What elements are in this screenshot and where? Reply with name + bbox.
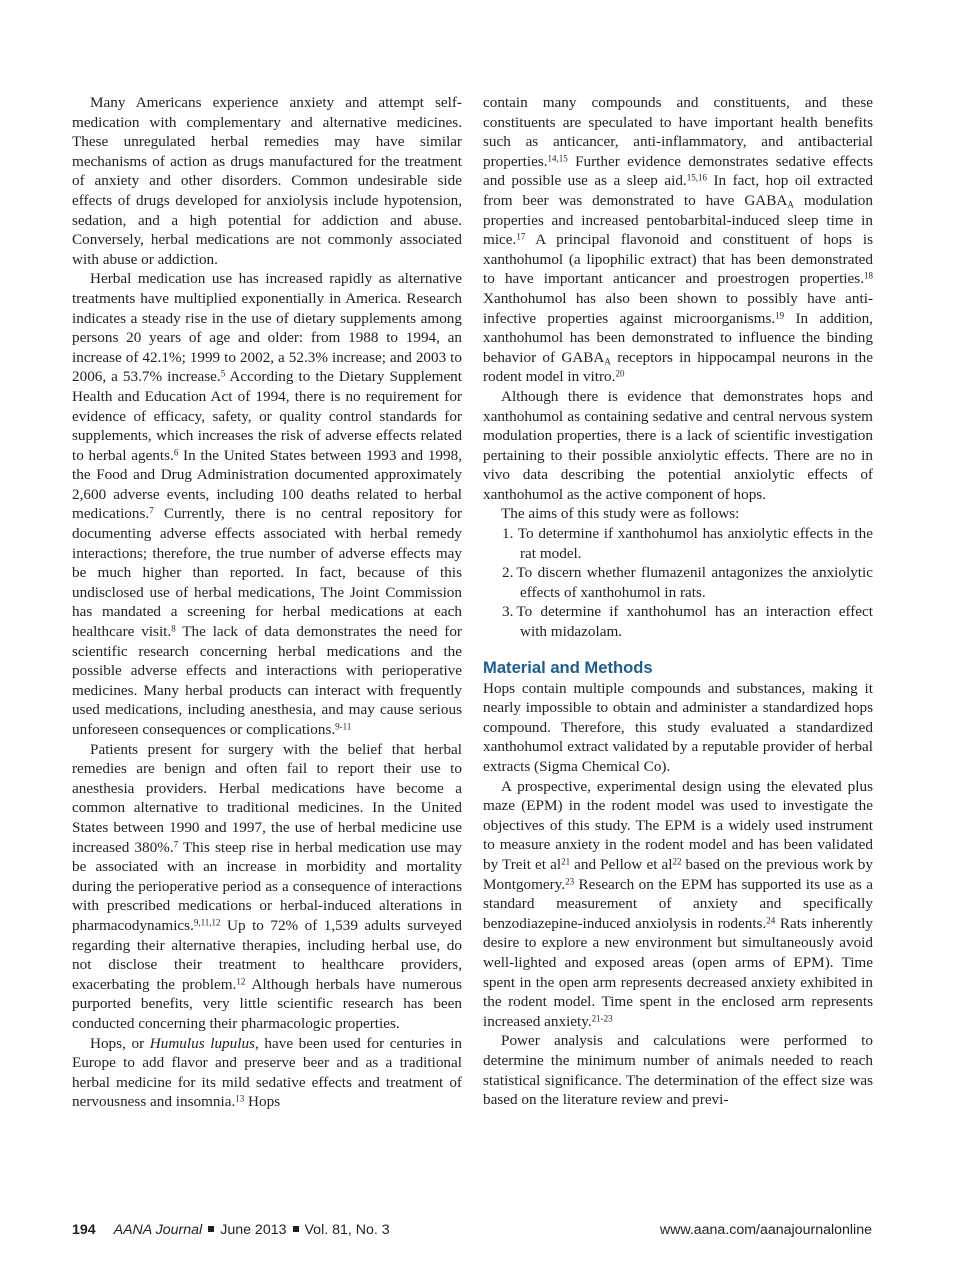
paragraph: Many Americans experience anxiety and attempt self-medication with complementary and alternative medicines. These unregulated herbal remedies may have similar mechanisms of action as drugs manufactured for the treatment of anxiety and other disorders. Common undesirable side effects of drugs developed for anxiolysis include hypotension, sedation, and a high potential for addiction and abuse. Conversely, herbal medications are not commonly associated with abuse or addiction. xyxy=(72,94,462,268)
journal-url[interactable]: www.aana.com/aanajournalonline xyxy=(659,1222,872,1238)
paragraph: Hops contain multiple compounds and substances, making it nearly impossible to obtain and administer a standardized hops compound. Therefore, this study evaluated a standardized xanthohumol extract validated by a reputable provider of herbal extracts (Sigma Chemical Co). xyxy=(483,679,873,775)
right-column xyxy=(483,93,873,1110)
left-column xyxy=(72,93,462,1112)
page-footer xyxy=(72,1222,872,1242)
paragraph: Although there is evidence that demonstrates hops and xanthohumol as containing sedative and central nervous system modulation properties, there is a lack of scientific investigation pertaining to their possible anxiolytic effects. There are no in vivo data describing the potential anxiolytic effects of xanthohumol as the active component of hops. xyxy=(483,387,873,503)
square-bullet-icon xyxy=(293,1226,299,1232)
list-item: 1. To determine if xanthohumol has anxiolytic effects in the rat model. xyxy=(502,525,873,562)
square-bullet-icon xyxy=(208,1226,214,1232)
aims-list xyxy=(483,524,873,642)
paragraph: Power analysis and calculations were performed to determine the minimum number of animals needed to reach statistical significance. The determination of the effect size was based on the literature review and previ- xyxy=(483,1032,873,1109)
volume-issue: Vol. 81, No. 3 xyxy=(304,1222,390,1238)
paragraph: Herbal medication use has increased rapidly as alternative treatments have multiplied exponentially in America. Research indicates a steady rise in the use of dietary supplements among persons 20 years of age and older: from 1988 to 1994, an increase of 42.1%; 1999 to 2002, a 52.3% increase; and 2003 to 2006, a 53.7% increase.$^5$ According to the Dietary Supplement Health and Education Act of 1994, there is no requirement for evidence of efficacy, safety, or quality control standards for supplements, which increases the risk of adverse effects related to herbal agents.$^6$ In the United States between 1993 and 1998, the Food and Drug Administration documented approximately 2,600 adverse events, including 100 deaths related to herbal medications.$^7$ Currently, there is no central repository for documenting adverse effects associated with herbal remedy interactions; therefore, the true number of adverse effects may be much higher than reported. In fact, because of this undisclosed use of herbal medications, The Joint Commission has mandated a screening for herbal medications at each healthcare visit.$^8$ The lack of data demonstrates the need for scientific research concerning herbal medications and the possible adverse effects and interactions with perioperative medicines. Many herbal products can interact with frequently used medications, including anesthesia, and may cause serious unforeseen consequences or complications.$^{9-11}$ xyxy=(72,270,462,738)
issue-date: June 2013 xyxy=(220,1222,287,1238)
paragraph: contain many compounds and constituents, and these constituents are speculated to have important health benefits such as anticancer, anti-inflammatory, and antibacterial properties.$^{14,15}$ Further evidence demonstrates sedative effects and possible use as a sleep aid.$^{15,16}$ In fact, hop oil extracted from beer was demonstrated to have $GABA_A$ modulation properties and increased pentobarbital-induced sleep time in mice.$^{17}$ A principal flavonoid and constituent of hops is xanthohumol (a lipophilic extract) that has been demonstrated to have important anticancer and proestrogen properties.$^{18}$ Xanthohumol has also been shown to possibly have anti-infective properties against microorganisms.$^{19}$ In addition, xanthohumol has been demonstrated to influence the binding behavior of $GABA_A$ receptors in hippocampal neurons in the rodent model in vitro.$^{20}$ xyxy=(483,94,874,386)
page-number: 194 xyxy=(72,1222,96,1238)
section-heading: Material and Methods xyxy=(483,657,653,677)
paragraph: A prospective, experimental design using the elevated plus maze (EPM) in the rodent model was used to investigate the objectives of this study. The EPM is a widely used instrument to measure anxiety in the rodent model and has been validated by Treit et $al^{21}$ and Pellow et $al^{22}$ based on the previous work by Montgomery.$^{23}$ Research on the EPM has supported its use as a standard measurement of anxiety and specifically benzodiazepine-induced anxiolysis in rodents.$^{24}$ Rats inherently desire to explore a new environment but simultaneously avoid well-lighted and exposed areas (open arms of EPM). Time spent in the open arm represents decreased anxiety exhibited in the rodent model. Time spent in the enclosed arm represents increased anxiety.$^{21-23}$ xyxy=(483,777,873,1030)
list-item: 3. To determine if xanthohumol has an interaction effect with midazolam. xyxy=(502,603,873,641)
list-item: 2. To discern whether flumazenil antagonizes the anxiolytic effects of xanthohumol in rats. xyxy=(502,564,873,601)
paragraph: Hops, or Humulus lupulus, have been used for centuries in Europe to add flavor and preserve beer and as a traditional herbal medicine for its mild sedative effects and treatment of nervousness and insomnia.$^{13}$ Hops xyxy=(72,1034,463,1111)
journal-citation xyxy=(114,1222,390,1238)
journal-name: AANA Journal xyxy=(113,1222,203,1238)
paragraph: The aims of this study were as follows: xyxy=(501,505,740,523)
paragraph: Patients present for surgery with the belief that herbal remedies are benign and often fail to report their use to anesthesia providers. Herbal medications have become a common alternative to traditional medicines. In the United States between 1990 and 1997, the use of herbal medicine use increased 380%.$^7$ This steep rise in herbal medication use may be associated with an increase in morbidity and mortality during the perioperative period as a consequence of interactions with prescribed medications or herbal-induced alterations in pharmacodynamics.$^{9,11,12}$ Up to 72% of 1,539 adults surveyed regarding their alternative therapies, including herbal use, do not disclose their treatment to healthcare providers, exacerbating the problem.$^{12}$ Although herbals have numerous purported benefits, very little scientific research has been conducted concerning their pharmacologic properties. xyxy=(72,740,462,1032)
